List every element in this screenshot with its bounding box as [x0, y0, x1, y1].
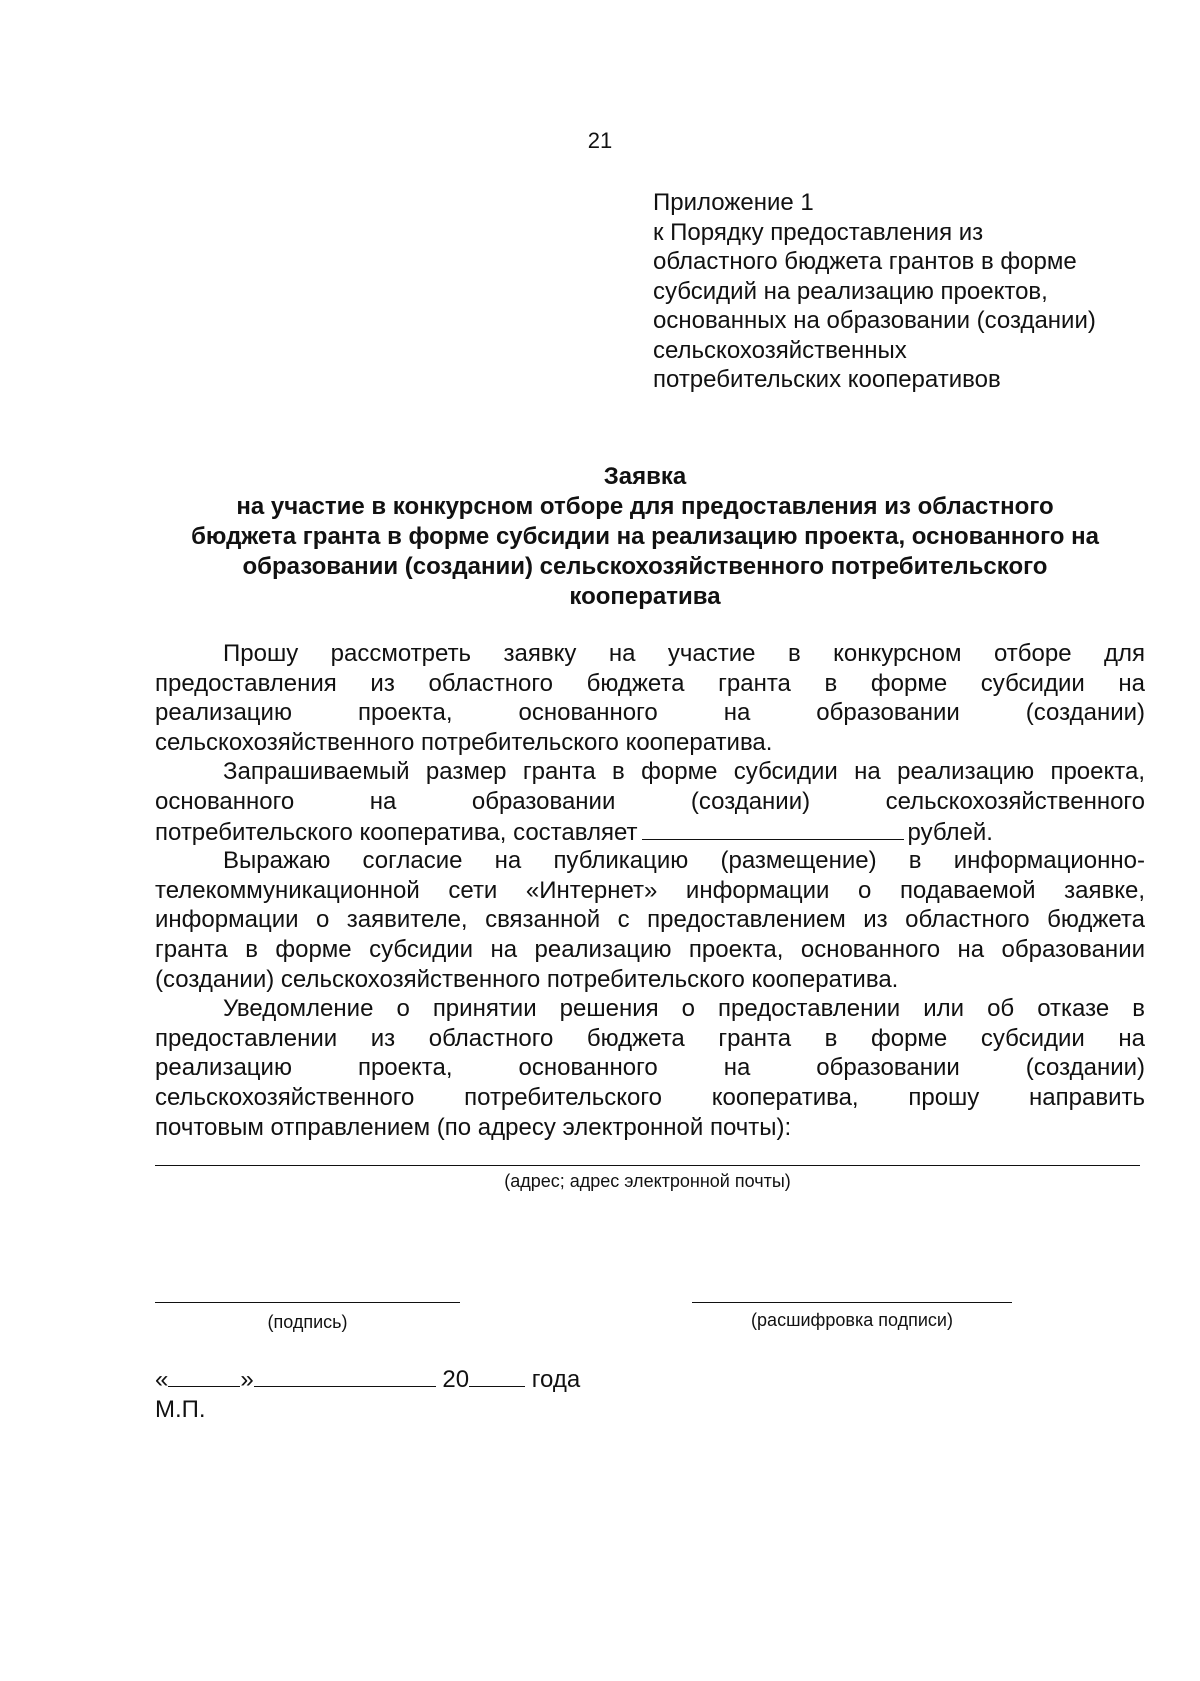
month-field[interactable] — [254, 1364, 436, 1387]
appendix-line: потребительских кооперативов — [653, 366, 1001, 393]
signature-decode-field[interactable] — [692, 1302, 1012, 1303]
paragraph-3-line-1 — [155, 846, 1145, 876]
p3-l1-text: Выражаю согласие на публикацию (размещение) в информационно- — [223, 847, 1145, 875]
appendix-line: основанных на образовании (создании) — [653, 307, 1096, 334]
p4-l1-text: Уведомление о принятии решения о предоставлении или об отказе в — [223, 995, 1145, 1023]
p4-l2-text: предоставлении из областного бюджета гранта в форме субсидии на — [155, 1024, 1145, 1052]
application-body — [155, 639, 1145, 1142]
address-field[interactable] — [155, 1165, 1140, 1166]
stamp-placeholder: М.П. — [155, 1396, 206, 1423]
document-title — [150, 462, 1140, 612]
p3-l4-text: гранта в форме субсидии на реализацию проекта, основанного на образовании — [155, 935, 1145, 963]
p2-l2-text: основанного на образовании (создании) сельскохозяйственного — [155, 787, 1145, 815]
p1-l3-text: реализацию проекта, основанного на образовании (создании) — [155, 699, 1145, 727]
paragraph-1-line-4: сельскохозяйственного потребительского кооператива. — [155, 728, 773, 756]
paragraph-2-line-1 — [155, 757, 1145, 787]
paragraph-2-line-2 — [155, 787, 1145, 817]
page-number: 21 — [587, 128, 613, 153]
paragraph-3-line-3 — [155, 905, 1145, 935]
p3-l3-text: информации о заявителе, связанной с предоставлением из областного бюджета — [155, 906, 1145, 934]
signature-field[interactable] — [155, 1302, 460, 1303]
title-line: на участие в конкурсном отборе для предоставления из областного — [236, 493, 1054, 520]
p3-l2-text: телекоммуникационной сети «Интернет» информации о подаваемой заявке, — [155, 876, 1145, 904]
paragraph-4-line-5: почтовым отправлением (по адресу электронной почты): — [155, 1113, 792, 1141]
paragraph-2-line-3 — [155, 817, 1145, 847]
grant-amount-field[interactable] — [642, 817, 904, 840]
p1-l2-text: предоставления из областного бюджета гранта в форме субсидии на — [155, 669, 1145, 697]
paragraph-3-line-5: (создании) сельскохозяйственного потребительского кооператива. — [155, 965, 899, 993]
paragraph-1-line-3 — [155, 698, 1145, 728]
p1-l1-text: Прошу рассмотреть заявку на участие в конкурсном отборе для — [223, 640, 1145, 667]
appendix-line: субсидий на реализацию проектов, — [653, 277, 1048, 305]
appendix-line: областного бюджета грантов в форме — [653, 248, 1077, 275]
paragraph-4-line-3 — [155, 1053, 1145, 1083]
p4-l4-text: сельскохозяйственного потребительского кооператива, прошу направить — [155, 1083, 1145, 1111]
paragraph-3-line-2 — [155, 876, 1145, 906]
paragraph-4-line-1 — [155, 994, 1145, 1024]
day-field[interactable] — [168, 1364, 240, 1387]
signature-caption: (подпись) — [267, 1312, 348, 1332]
appendix-line: к Порядку предоставления из — [653, 218, 984, 246]
p2-l1-text: Запрашиваемый размер гранта в форме субсидии на реализацию проекта, — [223, 758, 1145, 786]
appendix-line: сельскохозяйственных — [653, 336, 907, 364]
appendix-block — [653, 188, 1153, 395]
paragraph-4-line-2 — [155, 1024, 1145, 1054]
appendix-line: Приложение 1 — [653, 189, 814, 216]
date-open-quote: « — [155, 1366, 169, 1393]
date-row — [155, 1364, 580, 1394]
title-line: кооператива — [569, 583, 721, 610]
title-line: образовании (создании) сельскохозяйственного потребительского — [242, 553, 1048, 580]
p4-l3-text: реализацию проекта, основанного на образовании (создании) — [155, 1054, 1145, 1082]
amount-suffix: рублей. — [907, 818, 993, 846]
date-suffix: года — [531, 1366, 581, 1393]
paragraph-1-line-2 — [155, 669, 1145, 699]
date-century: 20 — [442, 1366, 470, 1393]
date-close-quote: » — [240, 1366, 254, 1393]
paragraph-3-line-4 — [155, 935, 1145, 965]
paragraph-1-line-1 — [155, 639, 1145, 669]
address-caption: (адрес; адрес электронной почты) — [504, 1171, 791, 1191]
title-line: бюджета гранта в форме субсидии на реализацию проекта, основанного на — [191, 523, 1099, 550]
year-field[interactable] — [469, 1364, 525, 1387]
title-heading: Заявка — [603, 463, 687, 490]
signature-decode-caption: (расшифровка подписи) — [751, 1310, 953, 1330]
amount-prefix: потребительского кооператива, составляет — [155, 818, 638, 846]
paragraph-4-line-4 — [155, 1083, 1145, 1113]
